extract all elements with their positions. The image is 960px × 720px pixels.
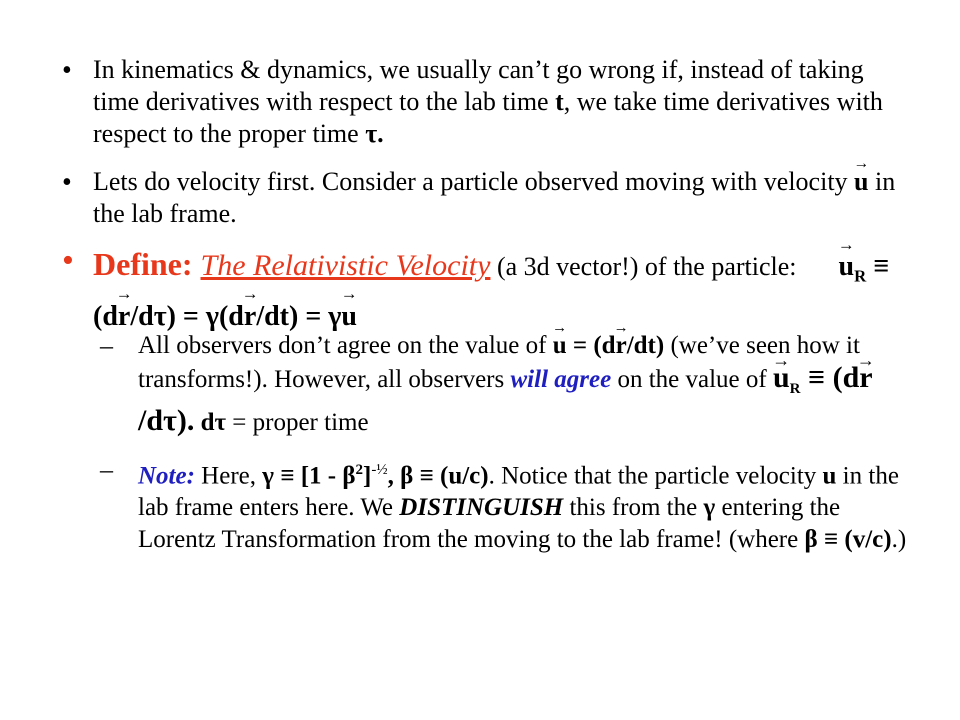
relativistic-velocity-equation: → $u_R \equiv (d\to r/d\tau) = \gamma(d\to r/dt) = \gamma\to u$ [93,251,889,332]
bullet-marker-3: • [62,242,74,279]
distinguish-text: DISTINGUISH [399,494,564,522]
bullet-marker-1: • [62,55,72,86]
bullet-marker-2: • [62,167,72,198]
note-label: Note: [138,462,195,490]
bullet-2: Lets do velocity first. Consider a particle observed moving with velocity → u in the lab frame. [93,166,908,230]
bullet-1: In kinematics & dynamics, we usually can’t go wrong if, instead of taking time derivatives with respect to the lab time t, we take time derivatives with respect to the proper time τ. [93,55,883,148]
dash-marker-2: – [100,455,113,484]
relativistic-velocity-title: The Relativistic Velocity [200,249,491,282]
sub-bullet-1: All observers don’t agree on the value of → u = (d→ r/dt) (we’ve seen how it transforms!). However, all observers will agree on the value of → $u_R \equiv (d\to r/d\tau)$. dτ = proper time [138,330,908,439]
vector-u: → u [854,166,868,198]
define-label: Define: [93,246,201,282]
bullet-3-define: Define: The Relativistic Velocity (a 3d vector!) of the particle:→ $u_R \equiv (d\to r/d\tau) = \gamma(d\to r/dt) = \gamma\to u$ [93,244,908,337]
dash-marker-1: – [100,331,113,360]
sub-bullet-2: Note: Here, $\gamma \equiv [1 - \beta^2]^{-\frac{1}{2}}$, β ≡ (u/c). Notice that the particle velocity u in the lab frame enters here. We DISTINGUISH this from the γ entering the Lorentz Transformation from the moving to the lab frame! (where β ≡ (v/c).) [138,462,907,554]
will-agree-text: will agree [510,366,612,393]
